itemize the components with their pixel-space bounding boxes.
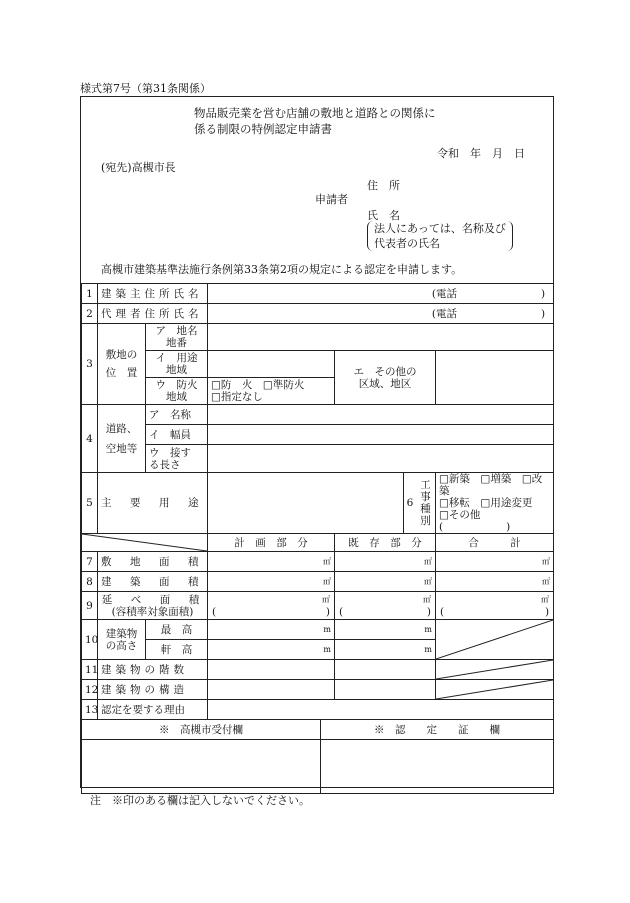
road-width-label: イ 幅員 (146, 425, 208, 445)
form-header (81, 97, 553, 283)
frontage-label (146, 445, 208, 473)
corporate-note-line-1: 法人にあっては、名称及び (374, 222, 506, 235)
use-zone-field[interactable] (208, 351, 335, 378)
construction-type-line-1: 工事 (420, 479, 431, 503)
office-use-row (82, 740, 554, 794)
paren-close: ) (544, 605, 550, 618)
floor-area-label (98, 592, 208, 620)
row-4b (82, 425, 554, 445)
floor-area-line-2: (容積率対象面積) (111, 605, 194, 618)
row-4a (82, 405, 554, 425)
construction-type-options[interactable] (436, 473, 554, 534)
site-label-line-2: 位 置 (105, 367, 138, 379)
new-addition-rebuild-checkboxes[interactable]: □新築 □増築 □改築 (439, 473, 543, 497)
row-number: 12 (82, 680, 98, 700)
floor-area-line-1: 延 べ 面 積 (101, 593, 204, 606)
eave-height-label: 軒 高 (146, 640, 208, 660)
footnote: 注 ※印のある欄は記入しないでください。 (90, 794, 310, 807)
existing-floor-area[interactable] (335, 592, 436, 620)
road-name-label: ア 名称 (146, 405, 208, 425)
existing-header: 既 存 部 分 (335, 534, 436, 552)
agent-field[interactable]: (電話 ) (208, 304, 554, 324)
row-label: 建築物の階数 (98, 660, 208, 680)
row-label: 敷 地 面 積 (98, 552, 208, 572)
other-zone-label (335, 351, 436, 405)
city-reception-header: ※ 高槻市受付欄 (82, 720, 321, 740)
row-number: 13 (82, 700, 98, 720)
row-2 (82, 304, 554, 324)
corporate-note-line-2: 代表者の氏名 (374, 237, 440, 250)
other-zone-line-2: 区域、地区 (358, 377, 412, 390)
row-1 (82, 284, 554, 304)
other-checkbox[interactable]: □その他( ) (439, 509, 511, 533)
unit-label: ㎡ (541, 594, 550, 604)
plan-header: 計 画 部 分 (208, 534, 335, 552)
existing-site-area[interactable]: ㎡ (335, 552, 436, 572)
height-label-line-1: 建築物 (105, 627, 138, 640)
lot-label (146, 324, 208, 351)
applicant-label: 申請者 (315, 193, 348, 206)
title-line-1: 物品販売業を営む店舗の敷地と道路との関係に (194, 106, 436, 120)
row-number: 9 (82, 592, 98, 620)
row-number: 8 (82, 572, 98, 592)
frontage-line-1: ウ 接す (149, 446, 191, 459)
row-label: 代理者住所氏名 (98, 304, 208, 324)
use-zone-label (146, 351, 208, 378)
row-number: 6 (406, 497, 414, 509)
total-building-area[interactable]: ㎡ (436, 572, 554, 592)
use-zone-line-1: イ 用途 (155, 352, 198, 364)
row-5-6 (82, 473, 554, 534)
row-number: 11 (82, 660, 98, 680)
row-7 (82, 552, 554, 572)
row-number: 10 (82, 620, 98, 660)
form-number: 様式第7号（第31条関係） (80, 82, 211, 95)
row-4c (82, 445, 554, 473)
certification-box (321, 740, 554, 794)
max-height-label: 最 高 (146, 620, 208, 640)
row-label: 認定を要する理由 (98, 700, 208, 720)
height-label-line-2: の高さ (105, 639, 138, 652)
paren-open: ( (339, 605, 344, 618)
total-header: 合 計 (436, 534, 554, 552)
other-zone-field[interactable] (436, 351, 554, 405)
plan-building-area[interactable]: ㎡ (208, 572, 335, 592)
application-form (80, 96, 554, 788)
diagonal-line (82, 534, 207, 551)
row-12 (82, 680, 554, 700)
address-label: 住 所 (367, 179, 400, 192)
certification-header: ※ 認 定 証 欄 (321, 720, 554, 740)
no-designation-checkbox[interactable]: □指定なし (211, 391, 263, 403)
row-number: 4 (82, 405, 98, 473)
relocation-change-checkboxes[interactable]: □移転 □用途変更 (439, 497, 533, 509)
name-label: 氏 名 (367, 209, 400, 222)
row-label: 建築主住所氏名 (98, 284, 208, 304)
road-label-line-2: 空地等 (105, 442, 138, 455)
row-3a (82, 324, 554, 351)
paren-close: ) (426, 605, 431, 618)
row-11 (82, 660, 554, 680)
row-number: 1 (82, 284, 98, 304)
existing-building-area[interactable]: ㎡ (335, 572, 436, 592)
row-number: 2 (82, 304, 98, 324)
road-name-field[interactable] (208, 405, 554, 425)
construction-type-label (404, 473, 436, 534)
office-use-header-row (82, 720, 554, 740)
diagonal-line (436, 620, 553, 659)
lot-label-line-1: ア 地名 (155, 325, 198, 337)
form-title (194, 105, 436, 137)
plan-max-height[interactable]: m (208, 620, 335, 640)
road-width-field[interactable] (208, 425, 554, 445)
row-number: 5 (82, 473, 98, 534)
row-9 (82, 592, 554, 620)
diagonal-line (436, 660, 553, 679)
site-location-label (98, 324, 146, 405)
construction-type-text (416, 479, 435, 527)
diagonal-line (436, 680, 553, 699)
total-site-area[interactable]: ㎡ (436, 552, 554, 572)
unit-label: ㎡ (423, 594, 431, 604)
fire-zone-line-2: 地域 (166, 391, 187, 403)
construction-type-label-inner (404, 479, 435, 527)
request-statement: 高槻市建築基準法施行条例第33条第2項の規定による認定を申請します。 (101, 263, 463, 276)
row-10a (82, 620, 554, 640)
paren-open: ( (212, 605, 217, 618)
height-total-diagonal (436, 620, 554, 660)
main-use-field[interactable] (208, 473, 404, 534)
plan-eave-height[interactable]: m (208, 640, 335, 660)
height-label (98, 620, 146, 660)
area-header-row (82, 534, 554, 552)
existing-eave-height[interactable]: m (335, 640, 436, 660)
site-label-line-1: 敷地の (105, 349, 138, 361)
header-diagonal-cell (82, 534, 208, 552)
paren-close: ) (325, 605, 330, 618)
city-reception-box (82, 740, 321, 794)
frontage-field[interactable] (208, 445, 554, 473)
owner-field[interactable]: (電話 ) (208, 284, 554, 304)
row-8 (82, 572, 554, 592)
row-number: 3 (82, 324, 98, 405)
paren-row (440, 606, 549, 618)
existing-structure[interactable] (335, 680, 436, 700)
application-table (81, 283, 554, 794)
plan-structure[interactable] (208, 680, 335, 700)
plan-floor-area[interactable] (208, 592, 335, 620)
existing-max-height[interactable]: m (335, 620, 436, 640)
frontage-line-2: る長さ (149, 458, 181, 471)
lot-label-line-2: 地番 (166, 337, 187, 349)
fire-zone-options[interactable] (208, 378, 335, 405)
plan-site-area[interactable]: ㎡ (208, 552, 335, 572)
road-label (98, 405, 146, 473)
other-zone-line-1: エ その他の (353, 365, 417, 378)
row-number: 7 (82, 552, 98, 572)
plan-floors[interactable] (208, 660, 335, 680)
row-13 (82, 700, 554, 720)
paren-row (212, 606, 330, 618)
fire-zone-checkboxes[interactable]: □防 火 □準防火 (211, 379, 305, 391)
use-zone-line-2: 地域 (166, 364, 187, 376)
paren-row (339, 606, 431, 618)
title-line-2: 係る制限の特例認定申請書 (194, 122, 332, 136)
fire-zone-line-1: ウ 防火 (155, 379, 198, 391)
fire-zone-label (146, 378, 208, 405)
construction-type-line-2: 種別 (420, 503, 431, 527)
addressee: (宛先)高槻市長 (101, 161, 176, 174)
main-use-label: 主 要 用 途 (98, 473, 208, 534)
row-label: 建築物の構造 (98, 680, 208, 700)
row-3b (82, 351, 554, 378)
structure-total-diagonal (436, 680, 554, 700)
road-label-line-1: 道路、 (105, 422, 138, 435)
paren-open: ( (440, 605, 445, 618)
total-floor-area[interactable] (436, 592, 554, 620)
floors-total-diagonal (436, 660, 554, 680)
unit-label: ㎡ (322, 594, 330, 604)
row-label: 建 築 面 積 (98, 572, 208, 592)
date-field[interactable]: 令和 年 月 日 (437, 147, 525, 160)
lot-field[interactable] (208, 324, 554, 351)
existing-floors[interactable] (335, 660, 436, 680)
corporate-note (367, 221, 513, 251)
reason-field[interactable] (208, 700, 554, 720)
